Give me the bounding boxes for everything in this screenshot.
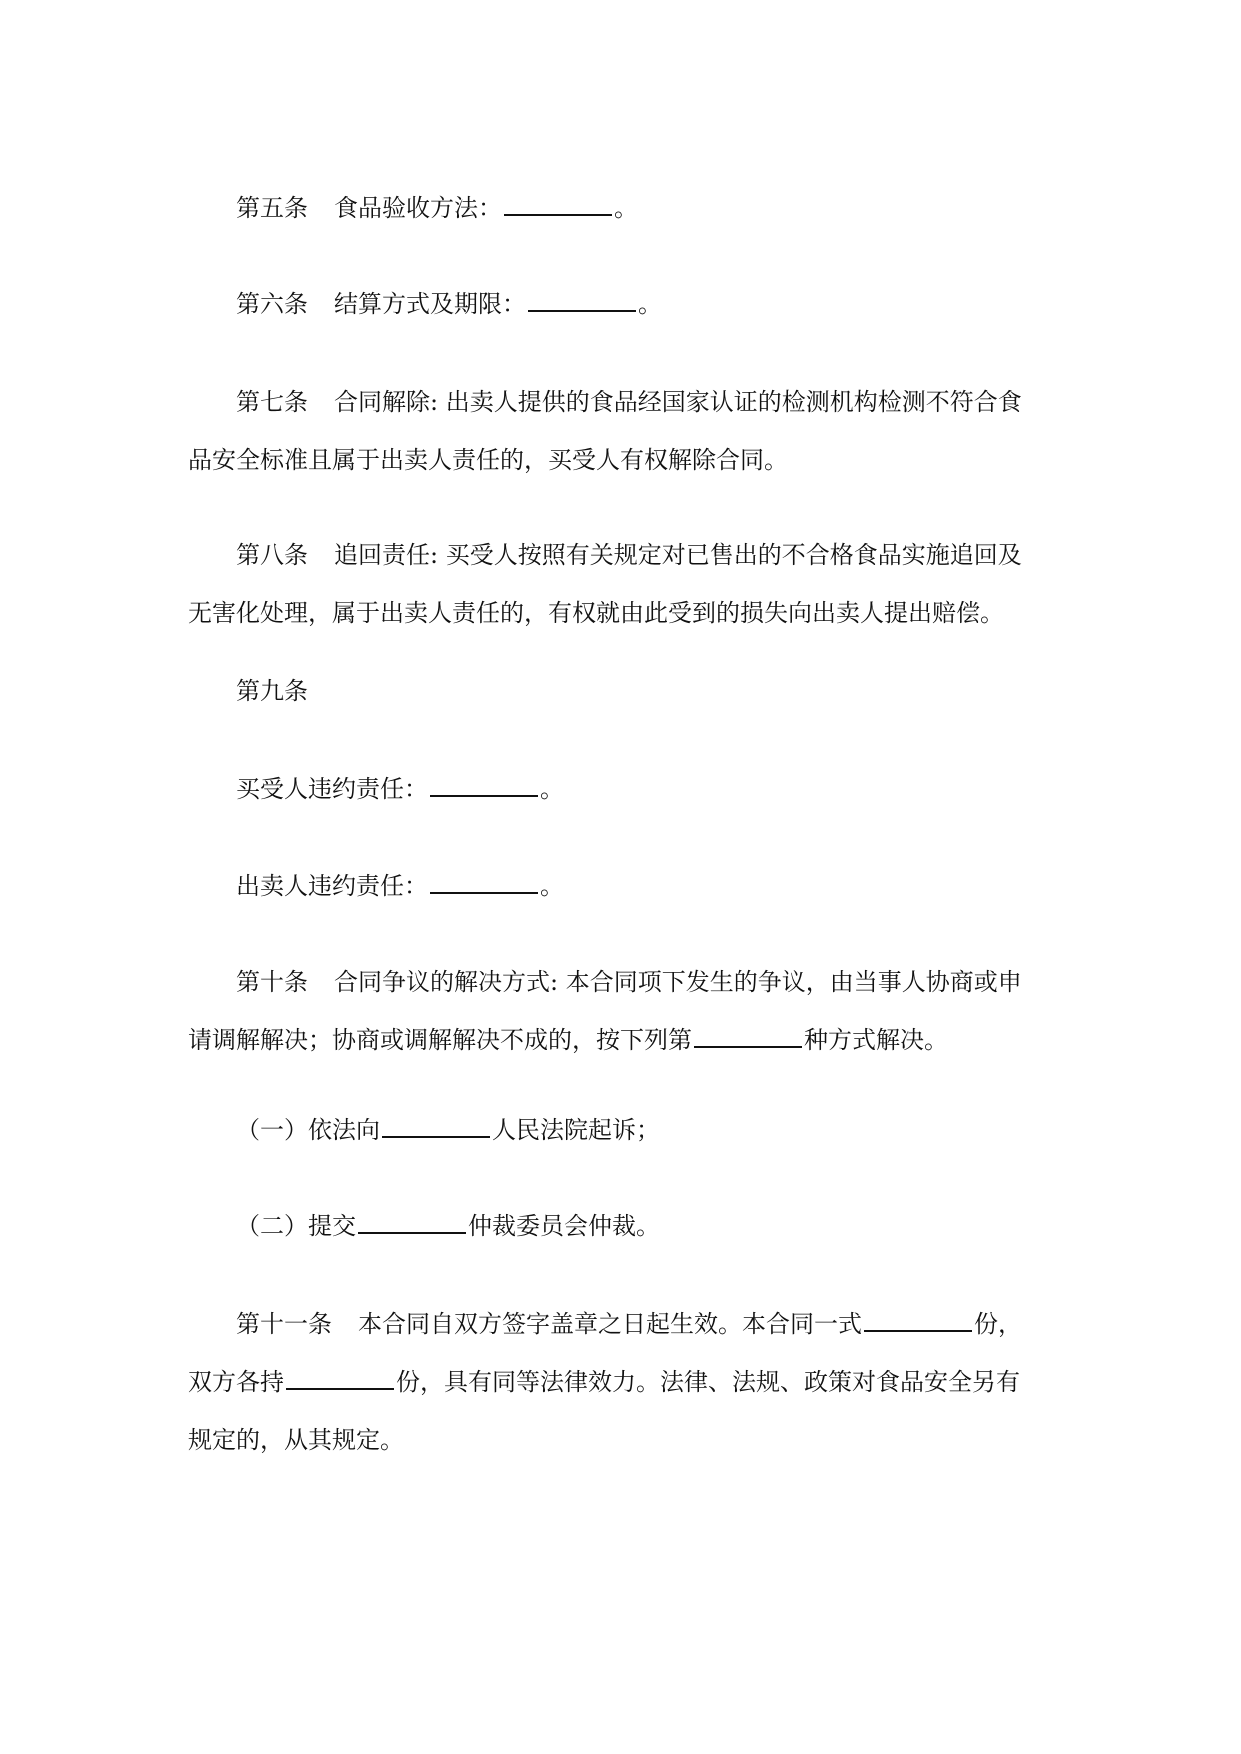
buyer-liability-end: 。 [540, 775, 564, 803]
option-2-text-b: 仲裁委员会仲裁。 [468, 1212, 660, 1240]
article-11-text-2b: 份，具有同等法律效力。法律、法规、政策对食品安全另有 [396, 1368, 1020, 1396]
article-9-seller [188, 857, 1058, 915]
article-10-line-1 [188, 953, 1058, 1011]
fill-blank[interactable] [694, 1024, 802, 1048]
article-6-text: 结算方式及期限： [334, 290, 526, 318]
article-7-text: 合同解除: 出卖人提供的食品经国家认证的检测机构检测不符合食 [334, 388, 1022, 416]
fill-blank[interactable] [528, 288, 636, 312]
article-7-line-1 [188, 373, 1058, 431]
article-10-text-2a: 请调解解决；协商或调解解决不成的，按下列第 [188, 1026, 692, 1054]
article-10-option-2 [188, 1197, 1106, 1255]
article-11-label: 第十一条 [236, 1310, 332, 1338]
article-11-text-end: 份， [974, 1310, 1022, 1338]
article-5-text: 食品验收方法： [334, 194, 502, 222]
fill-blank[interactable] [382, 1114, 490, 1138]
article-6-label: 第六条 [236, 290, 308, 318]
article-11-line-2 [188, 1353, 1058, 1411]
article-6 [188, 275, 1058, 333]
article-11-text: 本合同自双方签字盖章之日起生效。本合同一式 [358, 1310, 862, 1338]
option-1-text-a: （一）依法向 [236, 1116, 380, 1144]
fill-blank[interactable] [358, 1210, 466, 1234]
seller-liability-end: 。 [540, 872, 564, 900]
article-8 [188, 526, 1058, 642]
article-10-text: 合同争议的解决方式: 本合同项下发生的争议，由当事人协商或申 [334, 968, 1022, 996]
article-7-line-2: 品安全标准且属于出卖人责任的，买受人有权解除合同。 [188, 446, 788, 474]
fill-blank[interactable] [286, 1366, 394, 1390]
article-5 [188, 179, 1058, 237]
fill-blank[interactable] [504, 192, 612, 216]
article-11-line-3: 规定的，从其规定。 [188, 1426, 404, 1454]
article-11-line-1 [188, 1295, 1058, 1353]
article-10-text-2b: 种方式解决。 [804, 1026, 948, 1054]
option-2-text-a: （二）提交 [236, 1212, 356, 1240]
article-11 [188, 1295, 1058, 1469]
article-10 [188, 953, 1058, 1069]
article-9-buyer [188, 760, 1058, 818]
article-5-end: 。 [614, 194, 638, 222]
article-10-line-2 [188, 1011, 1058, 1069]
article-10-label: 第十条 [236, 968, 308, 996]
seller-liability-text: 出卖人违约责任： [236, 872, 428, 900]
article-8-text: 追回责任: 买受人按照有关规定对已售出的不合格食品实施追回及 [334, 541, 1022, 569]
article-8-label: 第八条 [236, 541, 308, 569]
fill-blank[interactable] [430, 870, 538, 894]
article-8-line-2: 无害化处理，属于出卖人责任的，有权就由此受到的损失向出卖人提出赔偿。 [188, 599, 1004, 627]
article-6-end: 。 [638, 290, 662, 318]
article-5-label: 第五条 [236, 194, 308, 222]
fill-blank[interactable] [430, 773, 538, 797]
option-1-text-b: 人民法院起诉； [492, 1116, 660, 1144]
article-8-line-1 [188, 526, 1058, 584]
buyer-liability-text: 买受人违约责任： [236, 775, 428, 803]
article-7-label: 第七条 [236, 388, 308, 416]
article-9-label: 第九条 [236, 677, 308, 705]
fill-blank[interactable] [864, 1308, 972, 1332]
article-11-text-2a: 双方各持 [188, 1368, 284, 1396]
article-7 [188, 373, 1058, 489]
article-10-option-1 [188, 1101, 1106, 1159]
